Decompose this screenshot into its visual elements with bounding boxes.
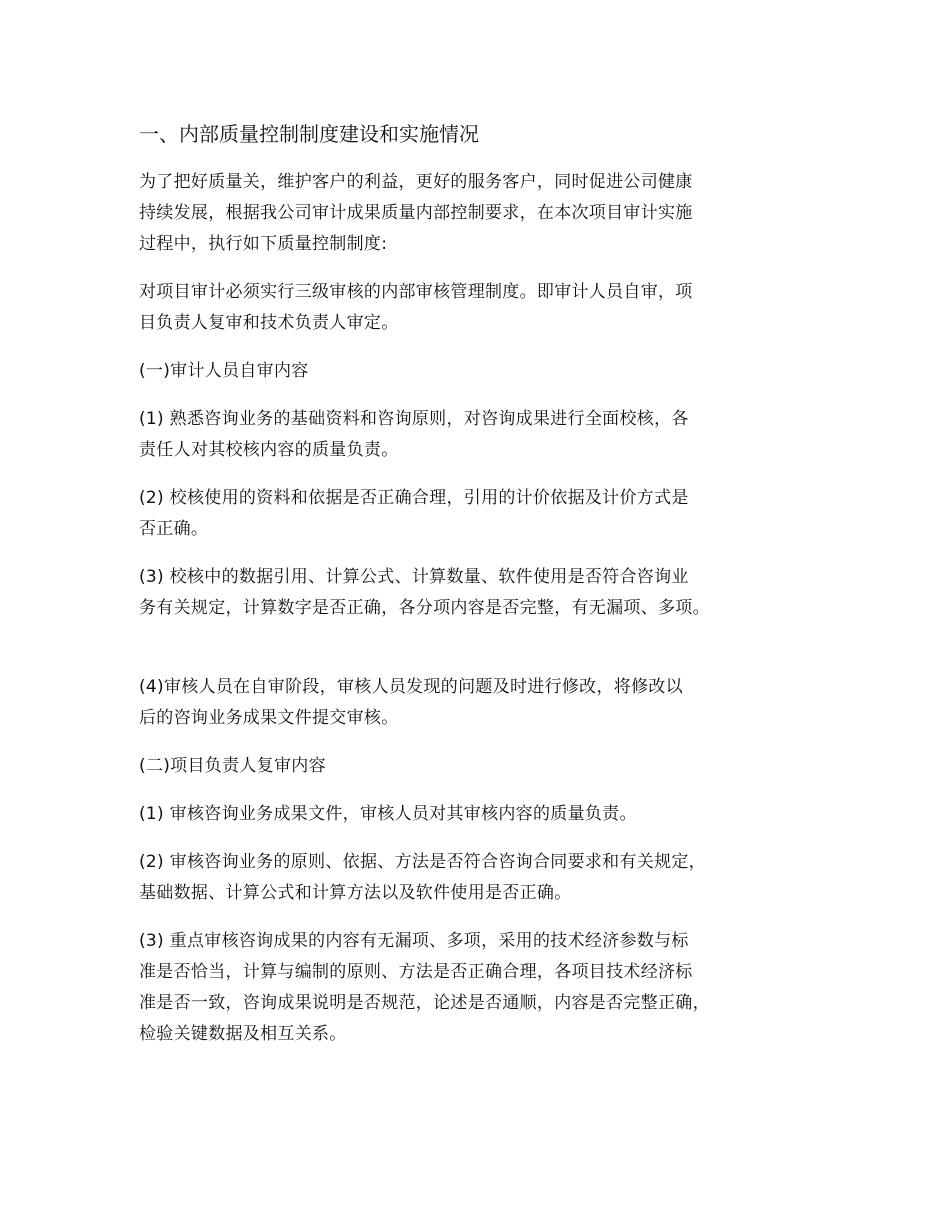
paragraph-line: 检验关键数据及相互关系。	[139, 1024, 347, 1044]
paragraph-line: 责任人对其校核内容的质量负责。	[139, 440, 399, 460]
paragraph-line: (3) 校核中的数据引用、计算公式、计算数量、软件使用是否符合咨询业	[139, 567, 689, 587]
subheading-self-review	[139, 356, 839, 387]
list-item-self-review-1	[139, 404, 839, 466]
paragraph-line: 持续发展，根据我公司审计成果质量内部控制要求，在本次项目审计实施	[139, 203, 693, 223]
paragraph-line: 为了把好质量关，维护客户的利益，更好的服务客户，同时促进公司健康	[139, 172, 693, 192]
paragraph-line: (1) 审核咨询业务成果文件，审核人员对其审核内容的质量负责。	[139, 804, 637, 824]
document-body	[139, 118, 839, 1067]
paragraph-line: (2) 审核咨询业务的原则、依据、方法是否符合咨询合同要求和有关规定，	[139, 852, 706, 872]
list-item-self-review-3	[139, 562, 839, 624]
paragraph-line: 目负责人复审和技术负责人审定。	[139, 313, 399, 333]
paragraph-line: (二)项目负责人复审内容	[139, 756, 326, 776]
paragraph-three-level-review	[139, 277, 839, 339]
paragraph-line: 对项目审计必须实行三级审核的内部审核管理制度。即审计人员自审，项	[139, 282, 693, 302]
paragraph-line: 后的咨询业务成果文件提交审核。	[139, 708, 399, 728]
paragraph-line: 准是否一致，咨询成果说明是否规范，论述是否通顺，内容是否完整正确，	[139, 993, 710, 1013]
paragraph-line: (1) 熟悉咨询业务的基础资料和咨询原则，对咨询成果进行全面校核，各	[139, 409, 689, 429]
paragraph-line: (一)审计人员自审内容	[139, 361, 309, 381]
paragraph-line: 基础数据、计算公式和计算方法以及软件使用是否正确。	[139, 883, 572, 903]
paragraph-line: 务有关规定，计算数字是否正确，各分项内容是否完整，有无漏项、多项。	[139, 598, 710, 618]
paragraph-line: 过程中，执行如下质量控制制度:	[139, 234, 388, 254]
list-item-self-review-2	[139, 483, 839, 545]
subheading-lead-review	[139, 751, 839, 782]
paragraph-line: (2) 校核使用的资料和依据是否正确合理，引用的计价依据及计价方式是	[139, 488, 689, 508]
list-item-lead-review-2	[139, 847, 839, 909]
list-item-self-review-4	[139, 672, 839, 734]
paragraph-line: 准是否恰当，计算与编制的原则、方法是否正确合理，各项目技术经济标	[139, 962, 693, 982]
paragraph-intro	[139, 167, 839, 260]
section-heading: 一、内部质量控制制度建设和实施情况	[139, 122, 479, 146]
paragraph-line: (3) 重点审核咨询成果的内容有无漏项、多项，采用的技术经济参数与标	[139, 931, 689, 951]
paragraph-line: (4)审核人员在自审阶段，审核人员发现的问题及时进行修改，将修改以	[139, 677, 683, 697]
list-item-lead-review-1	[139, 799, 839, 830]
paragraph-line: 否正确。	[139, 519, 209, 539]
list-item-lead-review-3	[139, 926, 839, 1050]
